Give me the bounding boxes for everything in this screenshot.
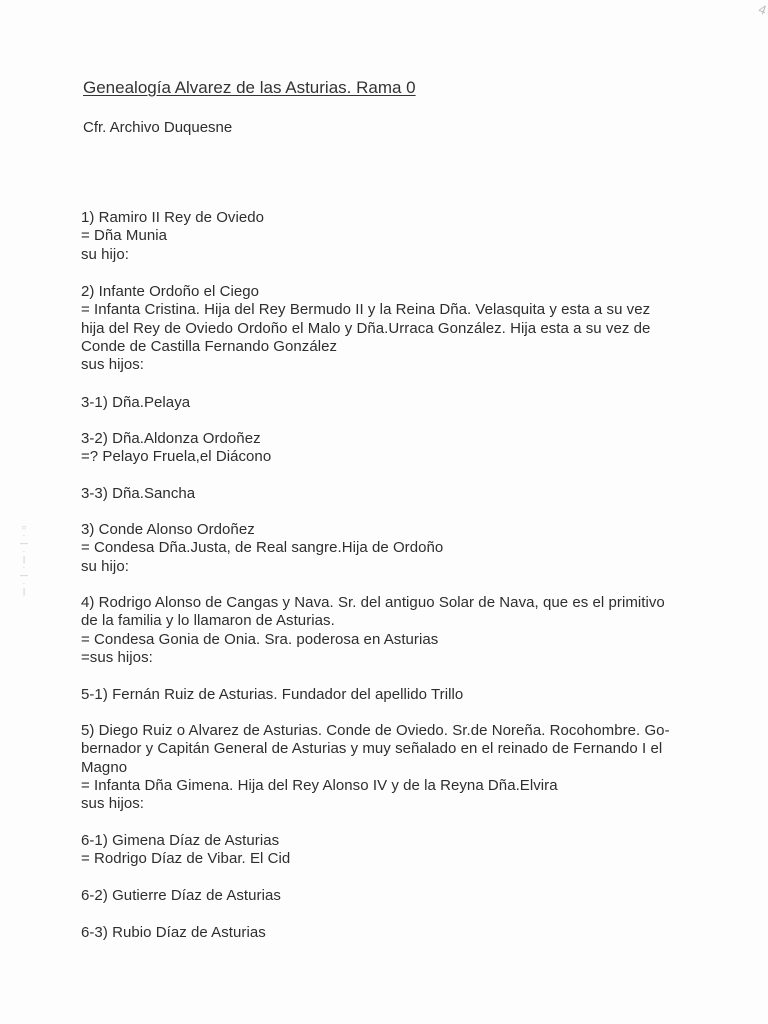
- entry-line: Conde de Castilla Fernando González: [81, 337, 338, 355]
- entry-line: =sus hijos:: [81, 648, 153, 666]
- entry-line: su hijo:: [81, 557, 129, 575]
- genealogy-entry: [81, 887, 768, 905]
- document-title: Genealogía Alvarez de las Asturias. Rama 0: [83, 78, 416, 97]
- genealogy-entry: [81, 832, 768, 869]
- entry-line: 3-3) Dña.Sancha: [81, 485, 196, 502]
- entry-line: su hijo:: [81, 245, 129, 263]
- corner-mark: 4: [756, 1, 768, 18]
- entry-line: 5-1) Fernán Ruiz de Asturias. Fundador del apellido Trillo: [81, 686, 464, 703]
- genealogy-entry: [81, 430, 768, 467]
- entry-line: = Rodrigo Díaz de Vibar. El Cid: [81, 850, 291, 868]
- entry-line: 2) Infante Ordoño el Ciego: [81, 283, 260, 300]
- entry-line: 3-2) Dña.Aldonza Ordoñez: [81, 430, 261, 447]
- entry-line: =? Pelayo Fruela,el Diácono: [81, 448, 272, 466]
- entry-line: sus hijos:: [81, 795, 145, 813]
- entry-line: 3) Conde Alonso Ordoñez: [81, 521, 255, 538]
- entry-line: Magno: [81, 758, 128, 776]
- entry-line: 4) Rodrigo Alonso de Cangas y Nava. Sr. del antiguo Solar de Nava, que es el primitivo: [81, 594, 665, 611]
- genealogy-entry: [81, 924, 768, 942]
- genealogy-entry: [81, 209, 768, 264]
- entry-line: 6-2) Gutierre Díaz de Asturias: [81, 887, 281, 904]
- genealogy-entry: [81, 594, 768, 667]
- entry-line: bernador y Capitán General de Asturias y muy señalado en el reinado de Fernando I el: [81, 740, 663, 758]
- entry-line: de la familia y lo llamaron de Asturias.: [81, 612, 335, 630]
- genealogy-entry: [81, 686, 768, 704]
- entry-line: 3-1) Dña.Pelaya: [81, 394, 191, 411]
- entry-line: = Infanta Dña Gimena. Hija del Rey Alonso IV y de la Reyna Dña.Elvira: [81, 776, 558, 794]
- genealogy-entry: [81, 485, 768, 503]
- entry-line: 6-1) Gimena Díaz de Asturias: [81, 832, 280, 849]
- margin-stamp: ○ · — · | · — · |: [20, 523, 28, 596]
- document-source: Cfr. Archivo Duquesne: [83, 119, 233, 136]
- entry-line: = Dña Munia: [81, 227, 168, 245]
- genealogy-entry: [81, 521, 768, 576]
- entry-line: 1) Ramiro II Rey de Oviedo: [81, 209, 265, 226]
- entry-line: 6-3) Rubio Díaz de Asturias: [81, 924, 266, 941]
- entry-line: = Infanta Cristina. Hija del Rey Bermudo II y la Reina Dña. Velasquita y esta a su vez: [81, 301, 651, 319]
- genealogy-entry: [81, 283, 768, 374]
- entry-line: = Condesa Dña.Justa, de Real sangre.Hija de Ordoño: [81, 539, 444, 557]
- genealogy-entry: [81, 722, 768, 813]
- genealogy-entry: [81, 394, 768, 412]
- entry-line: = Condesa Gonia de Onia. Sra. poderosa en Asturias: [81, 630, 439, 648]
- entry-line: 5) Diego Ruiz o Alvarez de Asturias. Conde de Oviedo. Sr.de Noreña. Rocohombre. Go-: [81, 722, 670, 739]
- entry-line: sus hijos:: [81, 356, 145, 374]
- entry-line: hija del Rey de Oviedo Ordoño el Malo y Dña.Urraca González. Hija esta a su vez de: [81, 319, 651, 337]
